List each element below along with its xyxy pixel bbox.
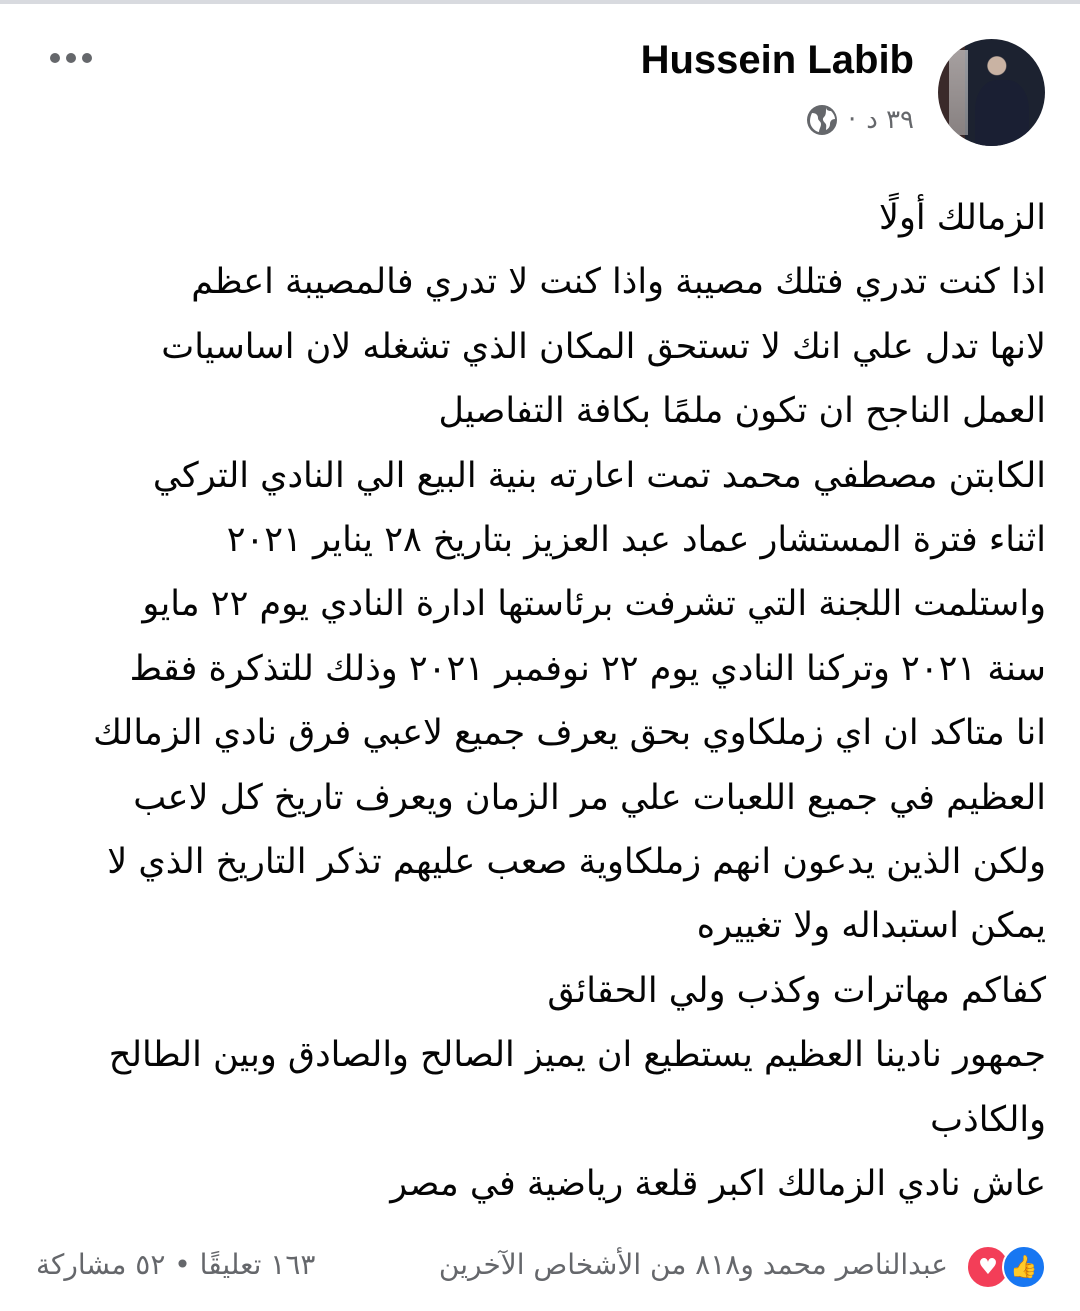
post-text-line: العظيم في جميع اللعبات علي مر الزمان ويعرف تاريخ كل لاعب [133,777,1046,818]
post-text-line: لانها تدل علي انك لا تستحق المكان الذي تشغله لان اساسيات [161,326,1046,367]
post-text-line: الزمالك أولًا [879,198,1046,238]
meta-separator: · [847,105,857,135]
post-text-line: واستلمت اللجنة التي تشرفت برئاستها ادارة النادي يوم ٢٢ مايو [142,584,1046,625]
post-text-line: عاش نادي الزمالك اكبر قلعة رياضية في مصر [390,1164,1046,1205]
like-icon: 👍 [1002,1245,1046,1289]
post-text-line: يمكن استبداله ولا تغييره [696,906,1046,947]
post-body [26,186,1046,1217]
post-meta [806,104,914,136]
post-text-line: انا متاكد ان اي زملكاوي بحق يعرف جميع لاعبي فرق نادي الزمالك [93,713,1046,754]
top-divider [0,0,1080,4]
globe-icon [806,104,838,136]
post-text-line: العمل الناجح ان تكون ملمًا بكافة التفاصيل [438,391,1046,432]
reactions-summary[interactable]: عبدالناصر محمد و٨١٨ من الأشخاص الآخرين [438,1248,948,1281]
figure-shape [975,80,1029,146]
post-text-line: كفاكم مهاترات وكذب ولي الحقائق [547,970,1046,1011]
avatar[interactable] [938,39,1045,146]
author-name[interactable]: Hussein Labib [640,38,914,82]
dot-icon [66,53,76,63]
post-footer [0,1240,1080,1294]
dot-icon [82,53,92,63]
post-text-line: سنة ٢٠٢١ وتركنا النادي يوم ٢٢ نوفمبر ٢٠٢١ وذلك للتذكرة فقط [129,648,1046,689]
reactions-icons[interactable] [966,1245,1046,1289]
comments-shares-count[interactable]: ١٦٣ تعليقًا • ٥٢ مشاركة [36,1248,316,1281]
post-text-line: اذا كنت تدري فتلك مصيبة واذا كنت لا تدري فالمصيبة اعظم [191,262,1046,303]
post-text-line: ولكن الذين يدعون انهم زملكاوية صعب عليهم تذكر التاريخ الذي لا [107,842,1046,883]
more-options-button[interactable] [50,46,100,70]
love-icon: ♥ [966,1245,1010,1289]
flag-shape [949,50,968,136]
post-text-line: جمهور نادينا العظيم يستطيع ان يميز الصالح والصادق وبين الطالح [108,1035,1046,1076]
post-time[interactable]: ٣٩ د [866,105,914,135]
post-text-line: والكاذب [930,1099,1046,1140]
post-text-line: اثناء فترة المستشار عماد عبد العزيز بتاريخ ٢٨ يناير ٢٠٢١ [226,520,1046,561]
post-text-line: الكابتن مصطفي محمد تمت اعارته بنية البيع الي النادي التركي [152,455,1046,496]
dot-icon [50,53,60,63]
